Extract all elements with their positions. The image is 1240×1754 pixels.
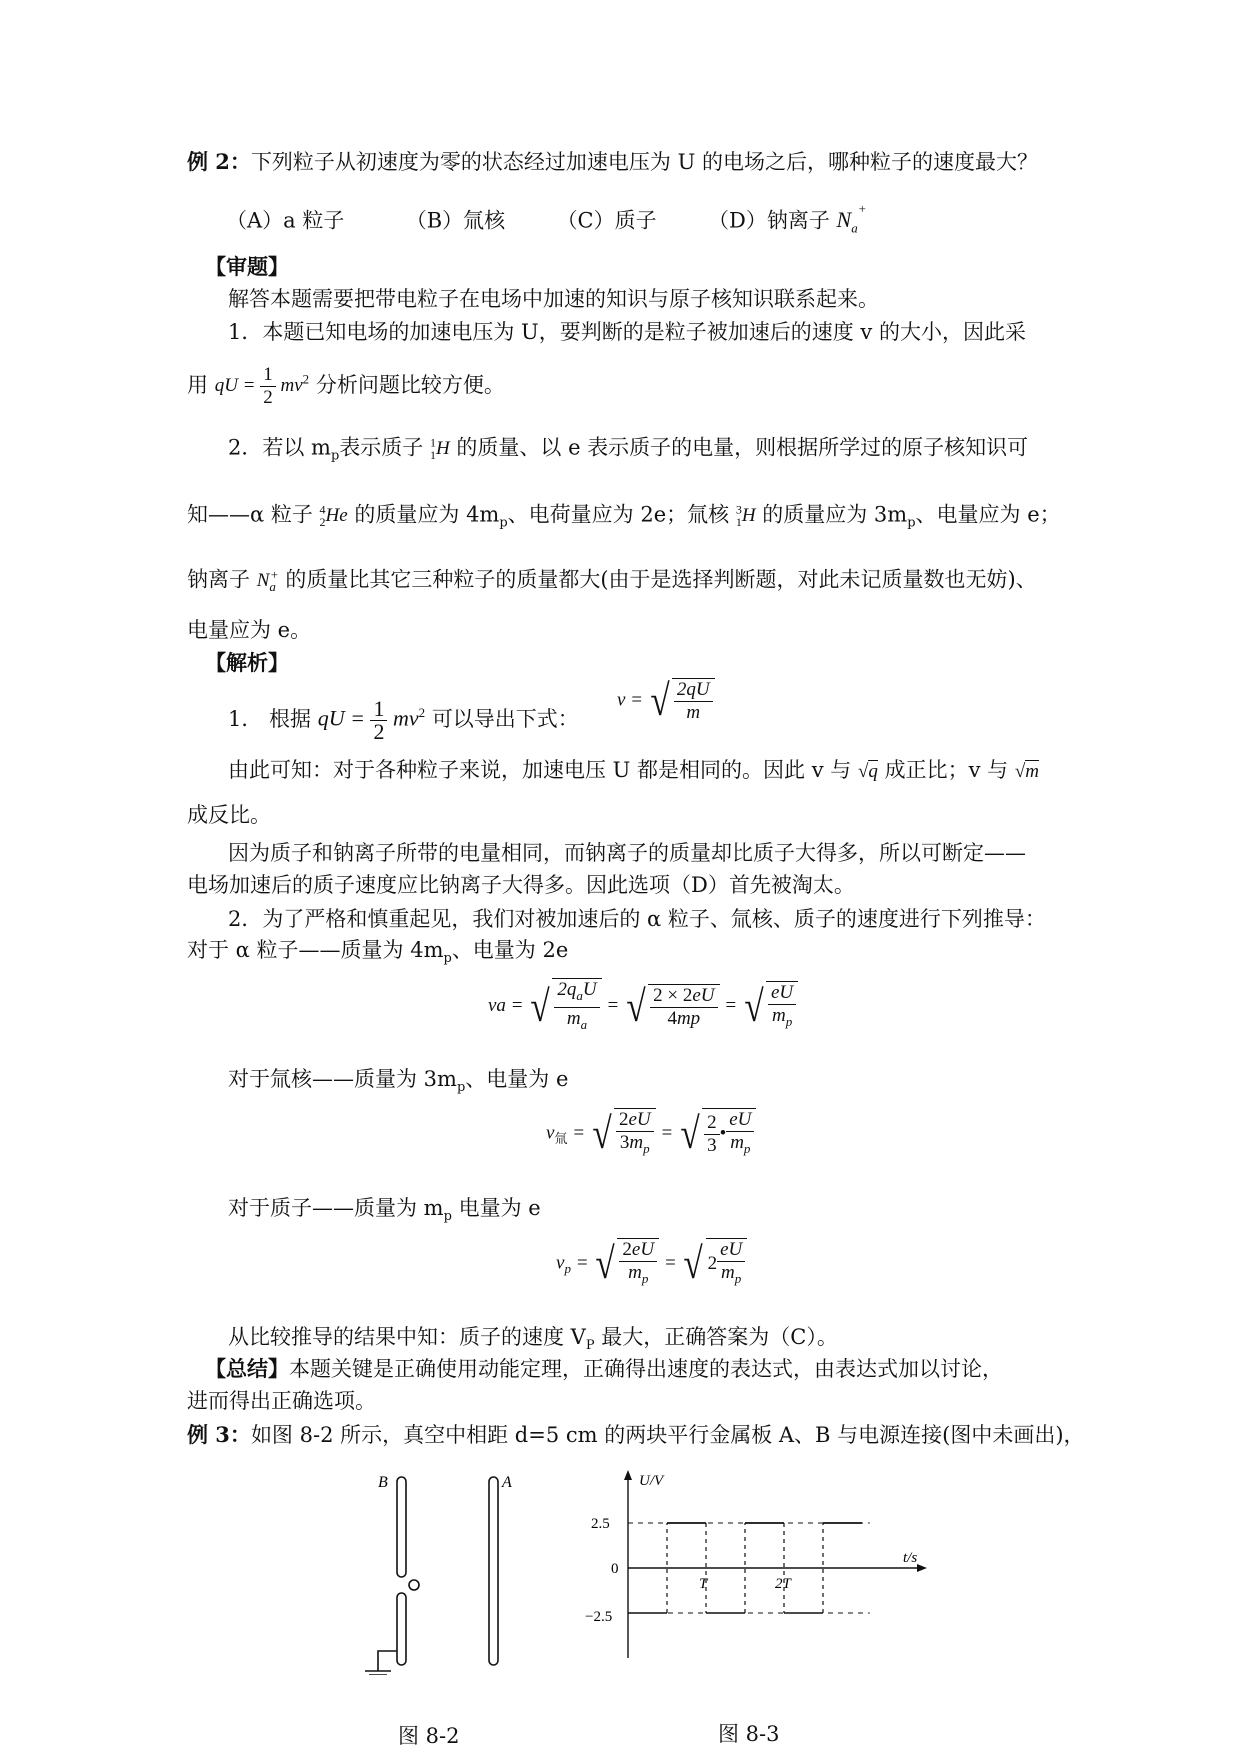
triton-nuclide: $^3_1$H bbox=[735, 503, 756, 530]
x-tick-t: T bbox=[699, 1576, 708, 1592]
analysis-p1c-line2: 电场加速后的质子速度应比钠离子大得多。因此选项（D）首先被淘太。 bbox=[187, 873, 855, 897]
y-tick-pos: 2.5 bbox=[591, 1516, 610, 1532]
example-3-text: 例 3：如图 8-2 所示，真空中相距 d=5 cm 的两块平行金属板 A、B 与电源连接(图中未画出)， bbox=[187, 1422, 1085, 1447]
sqrt-q: √q bbox=[857, 761, 878, 782]
helium-nuclide: $^4_2$He bbox=[319, 503, 348, 530]
option-a: （A）a 粒子 bbox=[226, 208, 345, 233]
x-axis-label: t/s bbox=[903, 1550, 918, 1566]
sodium-ion-inline: $N_a^+$ bbox=[256, 567, 279, 595]
example-3-label: 例 3： bbox=[187, 1422, 251, 1447]
analysis-conclusion: 从比较推导的结果中知：质子的速度 $V_P$ 最大，正确答案为（C）。 bbox=[228, 1325, 838, 1354]
review-p1-line1: 1．本题已知电场的加速电压为 U，要判断的是粒子被加速后的速度 v 的大小，因此采 bbox=[228, 320, 1026, 344]
figure-8-2-caption: 图 8-2 bbox=[398, 1724, 460, 1748]
analysis-p1b-line2: 成反比。 bbox=[187, 803, 271, 827]
x-tick-2t: 2T bbox=[775, 1576, 791, 1592]
triton-intro: 对于氚核——质量为 $3m_p$、电量为 e bbox=[228, 1067, 569, 1096]
plate-a-label: A bbox=[502, 1474, 512, 1491]
plate-b-label: B bbox=[378, 1474, 388, 1491]
y-axis-label: U/V bbox=[639, 1473, 664, 1489]
sqrt-m: √m bbox=[1014, 761, 1039, 782]
review-p2-line1: 2．若以 $m_p$表示质子 $^1_1$H 的质量、以 e 表示质子的电量，则根据所学过的原子核知识可 bbox=[228, 435, 1029, 464]
y-tick-neg: −2.5 bbox=[585, 1609, 613, 1625]
alpha-velocity-derivation: va = √ $\frac{2q_aU}{m_a}$ = √ $\frac{2 \times 2eU}{4mp}$ = √ $\frac{eU}{m_p}$ bbox=[488, 978, 798, 1036]
summary-line1: 【总结】本题关键是正确使用动能定理，正确得出速度的表达式，由表达式加以讨论， bbox=[205, 1356, 1003, 1381]
analysis-p1b-line1: 由此可知：对于各种粒子来说，加速电压 U 都是相同的。因此 v 与 √q 成正比；v 与 √m bbox=[228, 758, 1039, 782]
triton-velocity-derivation: $v_氚$ = √ $\frac{2eU}{3m_p}$ = √ $\frac{2}{3}$ • $\frac{eU}{m_p}$ bbox=[546, 1108, 756, 1160]
option-b: （B）氚核 bbox=[405, 208, 506, 233]
figure-8-3-chart bbox=[585, 1468, 930, 1663]
proton-nuclide: $^1_1$H bbox=[429, 436, 450, 463]
example-2-question: 例 2：下列粒子从初速度为零的状态经过加速电压为 U 的电场之后，哪种粒子的速度最大？ bbox=[187, 149, 1038, 174]
kinetic-energy-formula: qU = $\frac{1}{2}$ $mv^2$ bbox=[214, 364, 310, 408]
velocity-formula: v = √ $\frac{2qU}{m}$ bbox=[617, 678, 715, 724]
alpha-intro: 对于 α 粒子——质量为 $4m_p$、电量为 2e bbox=[187, 938, 569, 967]
review-heading: 【审题】 bbox=[205, 254, 289, 279]
review-intro: 解答本题需要把带电粒子在电场中加速的知识与原子核知识联系起来。 bbox=[228, 287, 879, 311]
analysis-p2-line1: 2．为了严格和慎重起见，我们对被加速后的 α 粒子、氚核、质子的速度进行下列推导： bbox=[228, 907, 1046, 931]
option-c: （C）质子 bbox=[556, 208, 657, 233]
plate-b-hole bbox=[409, 1580, 419, 1590]
review-p1-line2: 用 qU = $\frac{1}{2}$ $mv^2$ 分析问题比较方便。 bbox=[187, 364, 505, 408]
figure-8-3-caption: 图 8-3 bbox=[718, 1722, 780, 1746]
sodium-ion-symbol: $N_a^+$ bbox=[836, 201, 867, 236]
y-tick-zero: 0 bbox=[611, 1561, 619, 1577]
review-p2-line4: 电量应为 e。 bbox=[187, 618, 312, 642]
summary-heading: 【总结】 bbox=[205, 1356, 289, 1381]
analysis-heading: 【解析】 bbox=[205, 650, 289, 675]
proton-velocity-derivation: $v_p$ = √ $\frac{2eU}{m_p}$ = √ 2 $\frac{eU}{m_p}$ bbox=[556, 1238, 747, 1290]
analysis-p1c-line1: 因为质子和钠离子所带的电量相同，而钠离子的质量却比质子大得多，所以可断定—— bbox=[228, 841, 1026, 865]
analysis-p1: 1． 根据 qU = $\frac{1}{2}$ $mv^2$ 可以导出下式： bbox=[228, 696, 579, 744]
plate-b-lower bbox=[397, 1593, 406, 1665]
review-p2-line2: 知——α 粒子 $^4_2$He 的质量应为 $4m_p$、电荷量应为 2e；氚核 $^3_1$H 的质量应为 $3m_p$、电量应为 e； bbox=[187, 502, 1061, 531]
energy-formula-large: qU = $\frac{1}{2}$ $mv^2$ bbox=[317, 696, 426, 744]
figure-8-2-plates bbox=[350, 1465, 550, 1675]
y-axis-arrow bbox=[624, 1470, 632, 1480]
review-p2-line3: 钠离子 $N_a^+$ 的质量比其它三种粒子的质量都大(由于是选择判断题，对此未记质量数也无妨)、 bbox=[187, 567, 1037, 595]
plate-b-upper bbox=[397, 1477, 406, 1577]
example-2-label: 例 2： bbox=[187, 149, 251, 174]
ground-icon bbox=[365, 1651, 397, 1675]
proton-intro: 对于质子——质量为 $m_p$ 电量为 e bbox=[228, 1196, 541, 1225]
example-2-options bbox=[226, 200, 867, 244]
summary-line2: 进而得出正确选项。 bbox=[187, 1389, 376, 1413]
plate-a bbox=[489, 1477, 498, 1665]
option-d: （D）钠离子 bbox=[708, 208, 830, 233]
x-axis-arrow bbox=[917, 1564, 927, 1572]
